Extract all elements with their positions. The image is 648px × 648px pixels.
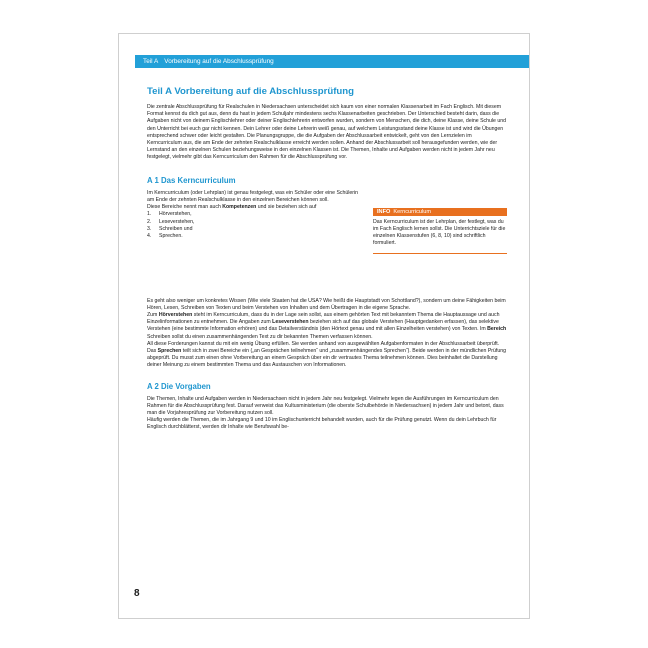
list-item	[147, 219, 361, 226]
info-box-text: Das Kerncurriculum ist der Lehrplan, der festlegt, was du im Fach Englisch lernen sollst. Die Unterrichtsziele für die einzelnen Klassenstufen (6, 8, 10) sind schriftlich formuliert.	[373, 218, 506, 247]
a1-columns	[147, 190, 507, 294]
list-text: Leseverstehen,	[159, 218, 195, 225]
list-item	[147, 211, 361, 218]
book-page	[118, 33, 530, 619]
intro-paragraph: Die zentrale Abschlussprüfung für Realschulen in Niedersachsen unterscheidet sich kaum von einer normalen Klassenarbeit im Fach Englisch. Mit diesem Format kennst du dich gut aus, denn du hast in jedem Schuljahr mindestens sechs Klassenarbeiten geschrieben. Der Unterschied besteht darin, dass die Aufgaben nicht von deinem Englischlehrer oder deiner Englischlehrerin entworfen wurden, sondern von Menschen, die dich, deine Klasse, deine Schule und den Unterricht bei euch gar nicht kennen. Dein Lehrer oder deine Lehrerin weiß genau, auf welchem Leistungsstand deine Klasse ist und wird die Übungen entsprechend schwer oder leicht gestalten. Die Planungsgruppe, die die Aufgaben der Abschlussarbeit entwickelt, geht von den Lernzielen im Kerncurriculum aus, die am Ende der zehnten Realschulklasse erreicht werden sollen. Anhand der Abschlussarbeit soll herausgefunden werden, wie der Lernstand an den einzelnen Schulen beziehungsweise in den einzelnen Klassen ist. Die Themen, Inhalte und Aufgaben werden nicht in jedem Jahr neu festgelegt, vielmehr gibt das Kerncurriculum den Rahmen für die Abschlussprüfung vor.	[147, 104, 507, 161]
competence-list	[147, 211, 361, 241]
info-box-title	[373, 208, 507, 216]
a1-paragraph-5	[147, 341, 507, 370]
a1-paragraph-2	[147, 204, 361, 211]
a1-paragraph-3: Es geht also weniger um konkretes Wissen (Wie viele Staaten hat die USA? Wie heißt die Hauptstadt von Schottland?), sondern um deine Fähigkeiten beim Hören, Lesen, Schreiben von Texten und beim Verstehen von Inhalten und dem Übertragen in die eigene Sprache.	[147, 297, 506, 311]
a1-p2-text-end: und sie beziehen sich auf	[256, 204, 317, 211]
a2-paragraph-1: Die Themen, Inhalte und Aufgaben werden in Niedersachsen nicht in jedem Jahr neu festgelegt. Vielmehr legen die Ausführungen im Kerncurriculum den Rahmen für die Abschlussprüfung fest. Darauf verweist das Kultusministerium (die oberste Schulbehörde in Niedersachsen) in jedem Jahr und betont, dass man die Vorjahresprüfung zur Vorbereitung nutzen soll.	[147, 395, 504, 417]
page-content	[147, 86, 507, 432]
list-number: 4.	[147, 233, 152, 240]
section-heading: Teil A Vorbereitung auf die Abschlussprüfung	[147, 86, 354, 97]
text-run: Zum	[147, 312, 159, 319]
a1-p2-text: Diese Bereiche nennt man auch	[147, 204, 223, 211]
keyword-bereich: Bereich	[487, 326, 507, 333]
a1-heading: A 1 Das Kerncurriculum	[147, 175, 236, 185]
text-run: Schreiben sollst du einen zusammenhängenden Text zu dir bekannten Themen verfassen können.	[147, 333, 373, 340]
a2-heading: A 2 Die Vorgaben	[147, 381, 211, 391]
list-text: Hörverstehen,	[159, 211, 192, 218]
text-run: steht im Kerncurriculum, dass du in der Lage sein sollst, aus einem gehörten Text mit bekanntem Thema die Hauptaussage und auch Einzelinformationen zu entnehmen. Die Angaben zum	[147, 312, 500, 326]
keyword-hoerverstehen: Hörverstehen	[158, 312, 193, 319]
keyword-leseverstehen: Leseverstehen	[272, 319, 309, 326]
list-number: 2.	[147, 218, 152, 225]
running-header	[135, 55, 529, 68]
a1-paragraph-1: Im Kerncurriculum (oder Lehrplan) ist genau festgelegt, was ein Schüler oder eine Schülerin am Ende der zehnten Realschulklasse in den einzelnen Bereichen können soll.	[147, 189, 359, 203]
keyword-sprechen: Sprechen	[157, 348, 182, 355]
header-title: Vorbereitung auf die Abschlussprüfung	[164, 58, 274, 65]
text-run: teilt sich in zwei Bereiche ein („an Gesprächen teilnehmen“ und „zusammenhängendes Sprechen“). Beide werden in der mündlichen Prüfung abgeprüft. Du musst zum einen ohne Vorbereitung an einem Gespräch über ein dir vertrautes Thema teilnehmen können. Dies beinhaltet die Darstellung deiner Meinung zu einem bestimmten Thema und das Austauschen von Informationen.	[147, 348, 506, 369]
list-text: Schreiben und	[159, 226, 193, 233]
list-text: Sprechen.	[159, 233, 183, 240]
list-item	[147, 226, 361, 233]
info-title-text: Kerncurriculum	[393, 208, 431, 215]
a1-paragraph-4	[147, 312, 507, 341]
a1-left-column	[147, 190, 361, 241]
info-box	[373, 208, 507, 255]
info-label: INFO	[377, 208, 391, 215]
text-run: All diese Forderungen kannst du mit ein wenig Übung erfüllen. Sie werden anhand von ausgewählten Aufgabenformaten in der Abschlussarbeit überprüft. Das	[147, 340, 500, 355]
page-number: 8	[134, 588, 140, 599]
text-run: beziehen sich auf das globale Verstehen (Hauptgedanken erfassen), das selektive Verstehen (eine bestimmte Information erhören) und das Detailverständnis (den Hörtext genau und mit allen Einzelheiten verstehen) von Texten. Im	[147, 319, 499, 333]
header-chapter: Teil A	[143, 58, 159, 65]
a2-paragraph-2: Häufig werden die Themen, die im Jahrgang 9 und 10 im Englischunterricht behandelt wurden, auch für die Prüfung genutzt. Wenn du dein Lehrbuch für Englisch durchblätterst, werden dir Inhalte wie Berufswahl be-	[147, 417, 497, 431]
list-number: 1.	[147, 211, 152, 218]
list-item	[147, 233, 361, 240]
keyword-kompetenzen: Kompetenzen	[222, 204, 257, 211]
list-number: 3.	[147, 226, 152, 233]
